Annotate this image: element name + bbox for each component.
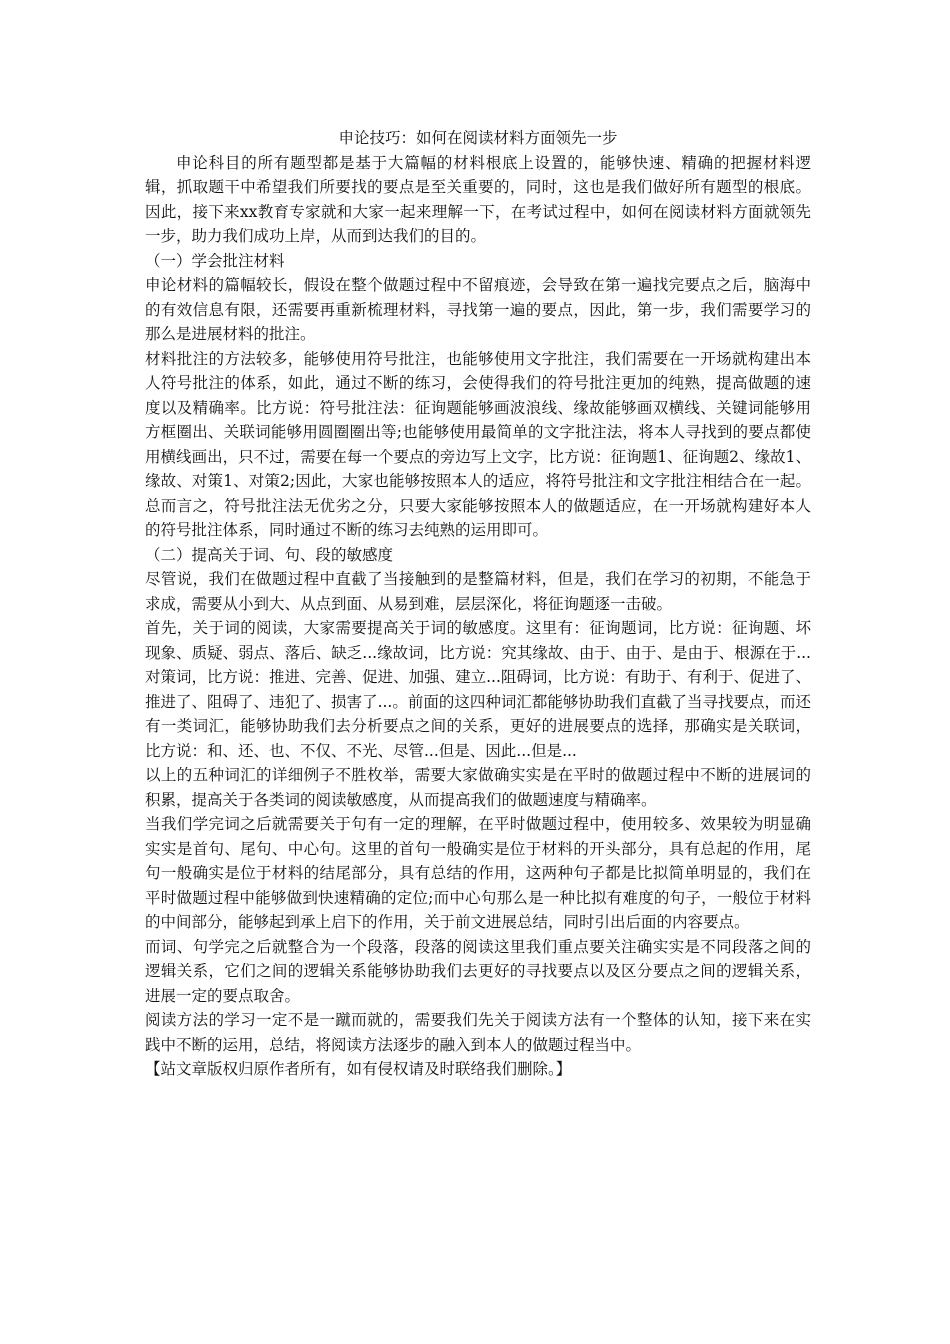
document-title: 申论技巧：如何在阅读材料方面领先一步 bbox=[338, 129, 618, 147]
copyright-notice: 【站文章版权归原作者所有，如有侵权请及时联络我们删除。】 bbox=[145, 1060, 572, 1078]
section2-paragraph-1: 尽管说，我们在做题过程中直截了当接触到的是整篇材料，但是，我们在学习的初期，不能急于求成，需要从小到大、从点到面、从易到难，层层深化，将征询题逐一击破。 bbox=[145, 570, 811, 613]
section1-paragraph-1: 申论材料的篇幅较长，假设在整个做题过程中不留痕迹，会导致在第一遍找完要点之后，脑海中的有效信息有限，还需要再重新梳理材料，寻找第一遍的要点，因此，第一步，我们需要学习的那么是进展材料的批注。 bbox=[145, 276, 811, 343]
section2-paragraph-3: 以上的五种词汇的详细例子不胜枚举，需要大家做确实实是在平时的做题过程中不断的进展词的积累，提高关于各类词的阅读敏感度，从而提高我们的做题速度与精确率。 bbox=[145, 766, 811, 809]
section-heading-1: （一）学会批注材料 bbox=[145, 251, 285, 270]
section2-paragraph-6: 阅读方法的学习一定不是一蹴而就的，需要我们先关于阅读方法有一个整体的认知，接下来在实践中不断的运用，总结，将阅读方法逐步的融入到本人的做题过程当中。 bbox=[145, 1011, 811, 1054]
section-heading-2: （二）提高关于词、句、段的敏感度 bbox=[145, 545, 394, 564]
document-page bbox=[145, 126, 811, 1082]
section1-paragraph-2: 材料批注的方法较多，能够使用符号批注，也能够使用文字批注，我们需要在一开场就构建出本人符号批注的体系，如此，通过不断的练习，会使得我们的符号批注更加的纯熟，提高做题的速度以及精确率。比方说：符号批注法：征询题能够画波浪线、缘故能够画双横线、关键词能够用方框圈出、关联词能够用圆圈圈出等;也能够使用最简单的文字批注法，将本人寻找到的要点都使用横线画出，只不过，需要在每一个要点的旁边写上文字，比方说：征询题1、征询题2、缘故1、缘故、对策1、对策2;因此，大家也能够按照本人的适应，将符号批注和文字批注相结合在一起。总而言之，符号批注法无优劣之分，只要大家能够按照本人的做题适应，在一开场就构建好本人的符号批注体系，同时通过不断的练习去纯熟的运用即可。 bbox=[145, 349, 811, 539]
intro-paragraph: 申论科目的所有题型都是基于大篇幅的材料根底上设置的，能够快速、精确的把握材料逻辑，抓取题干中希望我们所要找的要点是至关重要的，同时，这也是我们做好所有题型的根底。因此，接下来xx教育专家就和大家一起来理解一下，在考试过程中，如何在阅读材料方面就领先一步，助力我们成功上岸，从而到达我们的目的。 bbox=[145, 153, 811, 245]
section2-paragraph-4: 当我们学完词之后就需要关于句有一定的理解，在平时做题过程中，使用较多、效果较为明显确实实是首句、尾句、中心句。这里的首句一般确实是位于材料的开头部分，具有总起的作用，尾句一般确实是位于材料的结尾部分，具有总结的作用，这两种句子都是比拟简单明显的，我们在平时做题过程中能够做到快速精确的定位;而中心句那么是一种比拟有难度的句子，一般位于材料的中间部分，能够起到承上启下的作用，关于前文进展总结，同时引出后面的内容要点。 bbox=[145, 815, 811, 931]
section2-paragraph-5: 而词、句学完之后就整合为一个段落，段落的阅读这里我们重点要关注确实实是不同段落之间的逻辑关系，它们之间的逻辑关系能够协助我们去更好的寻找要点以及区分要点之间的逻辑关系，进展一定的要点取舍。 bbox=[145, 937, 811, 1005]
section2-paragraph-2: 首先，关于词的阅读，大家需要提高关于词的敏感度。这里有：征询题词，比方说：征询题、坏现象、质疑、弱点、落后、缺乏...缘故词，比方说：究其缘故、由于、由于、是由于、根源在于...对策词，比方说：推进、完善、促进、加强、建立...阻碍词，比方说：有助于、有利于、促进了、推进了、阻碍了、违犯了、损害了...。前面的这四种词汇都能够协助我们直截了当寻找要点，而还有一类词汇，能够协助我们去分析要点之间的关系，更好的进展要点的选择，那确实是关联词，比方说：和、还、也、不仅、不光、尽管...但是、因此...但是... bbox=[145, 619, 811, 760]
